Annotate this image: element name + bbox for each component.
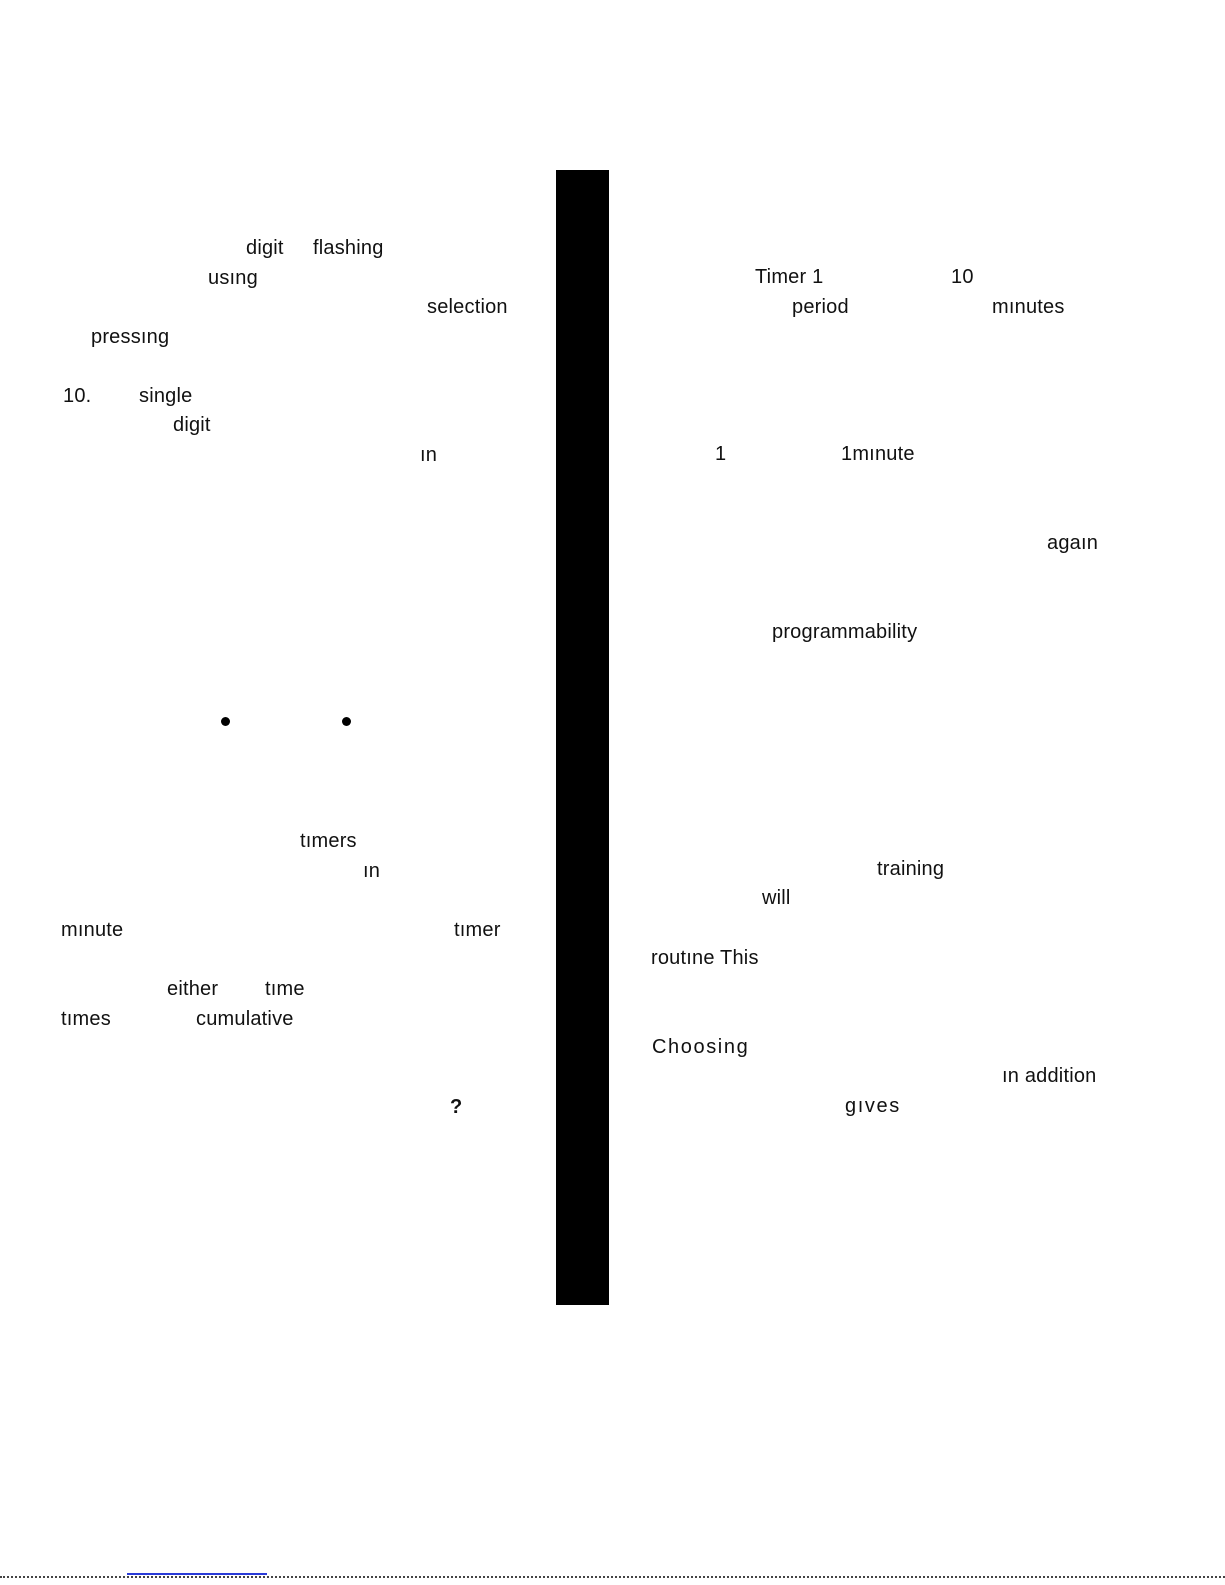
text-fragment: mınutes <box>992 296 1065 318</box>
text-fragment: ın addition <box>1002 1065 1097 1087</box>
text-fragment: cumulative <box>196 1008 294 1030</box>
text-fragment: selection <box>427 296 508 318</box>
text-fragment: either <box>167 978 219 1000</box>
text-fragment: programmability <box>772 621 918 643</box>
text-fragment: will <box>762 887 791 909</box>
text-fragment: 10. <box>63 385 92 407</box>
text-fragment: agaın <box>1047 532 1099 554</box>
text-fragment: Timer 1 <box>755 266 824 288</box>
text-fragment: Choosing <box>652 1036 750 1058</box>
text-fragment: tımes <box>61 1008 111 1030</box>
text-fragment: ın <box>363 860 381 882</box>
text-fragment: tımer <box>454 919 501 941</box>
text-fragment: single <box>139 385 193 407</box>
text-fragment: tıme <box>265 978 305 1000</box>
text-fragment: training <box>877 858 945 880</box>
text-fragment: tımers <box>300 830 357 852</box>
text-fragment: 1mınute <box>841 443 915 465</box>
text-fragment: usıng <box>208 267 258 289</box>
text-fragment: gıves <box>845 1095 901 1117</box>
text-fragment: digit <box>246 237 284 259</box>
bottom-dotted-rule <box>0 1576 1225 1578</box>
text-fragment: flashing <box>313 237 384 259</box>
text-fragment: routıne This <box>651 947 759 969</box>
bullet-dot <box>342 717 351 726</box>
bullet-dot <box>221 717 230 726</box>
text-fragment: 10 <box>951 266 974 288</box>
text-fragment: ın <box>420 444 438 466</box>
text-fragment: digit <box>173 414 211 436</box>
text-fragment: period <box>792 296 849 318</box>
link-underline <box>127 1573 267 1575</box>
text-fragment: 1 <box>715 443 727 465</box>
column-divider-bar <box>556 170 609 1305</box>
question-mark: ? <box>450 1096 463 1118</box>
text-fragment: mınute <box>61 919 124 941</box>
text-fragment: pressıng <box>91 326 170 348</box>
